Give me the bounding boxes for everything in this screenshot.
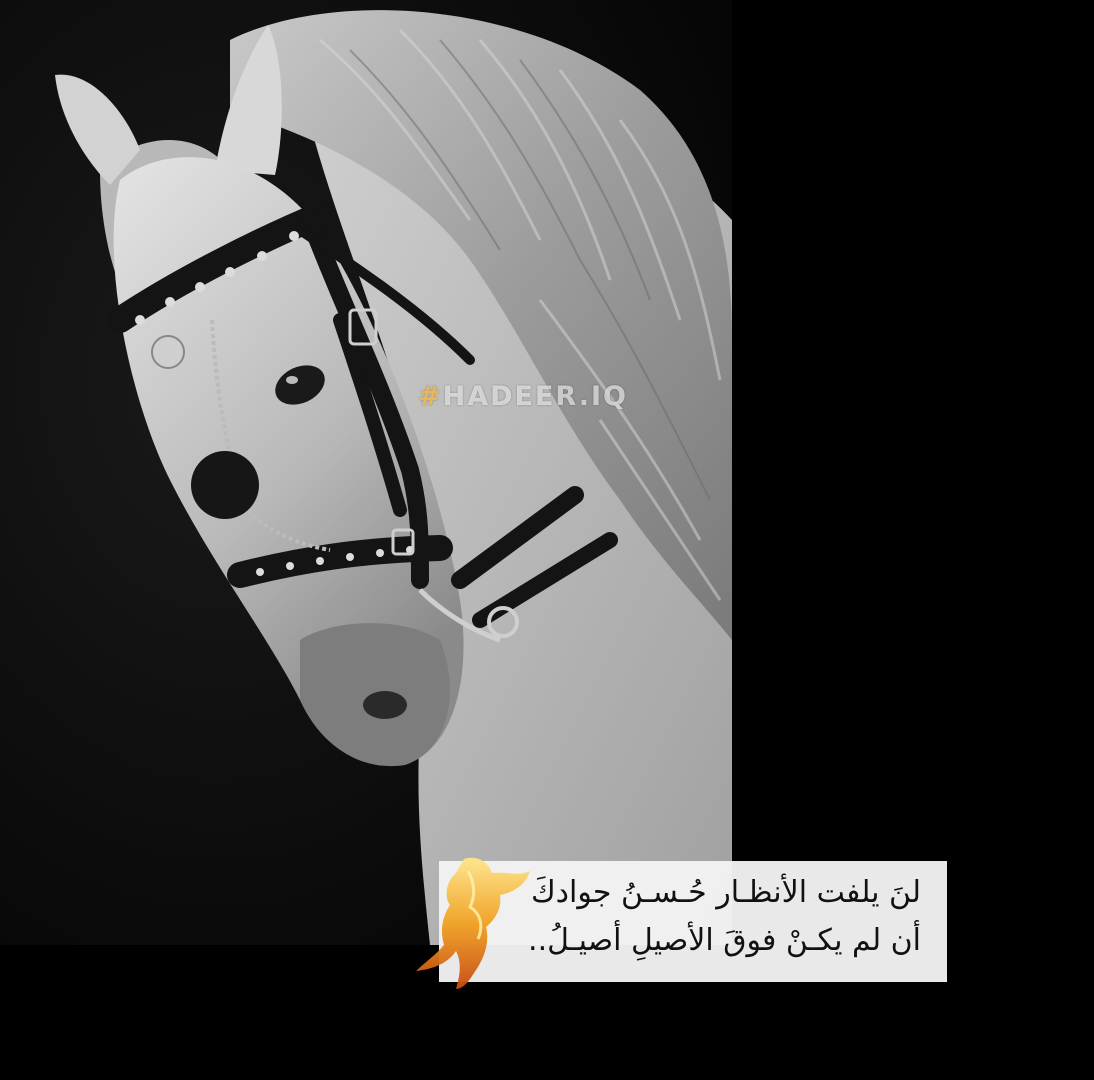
- watermark-handle: HADEER.IQ: [442, 381, 628, 412]
- quote-line-2: أن لم يكـنْ فوقَ الأصيلِ أصيـلُ..: [528, 923, 921, 958]
- quote-line-1: لنَ يلفت الأنظـار حُـسـنُ جوادكَ: [530, 875, 921, 910]
- fire-horse-icon: [404, 851, 534, 991]
- watermark: [418, 381, 628, 412]
- watermark-hash: #: [418, 381, 443, 412]
